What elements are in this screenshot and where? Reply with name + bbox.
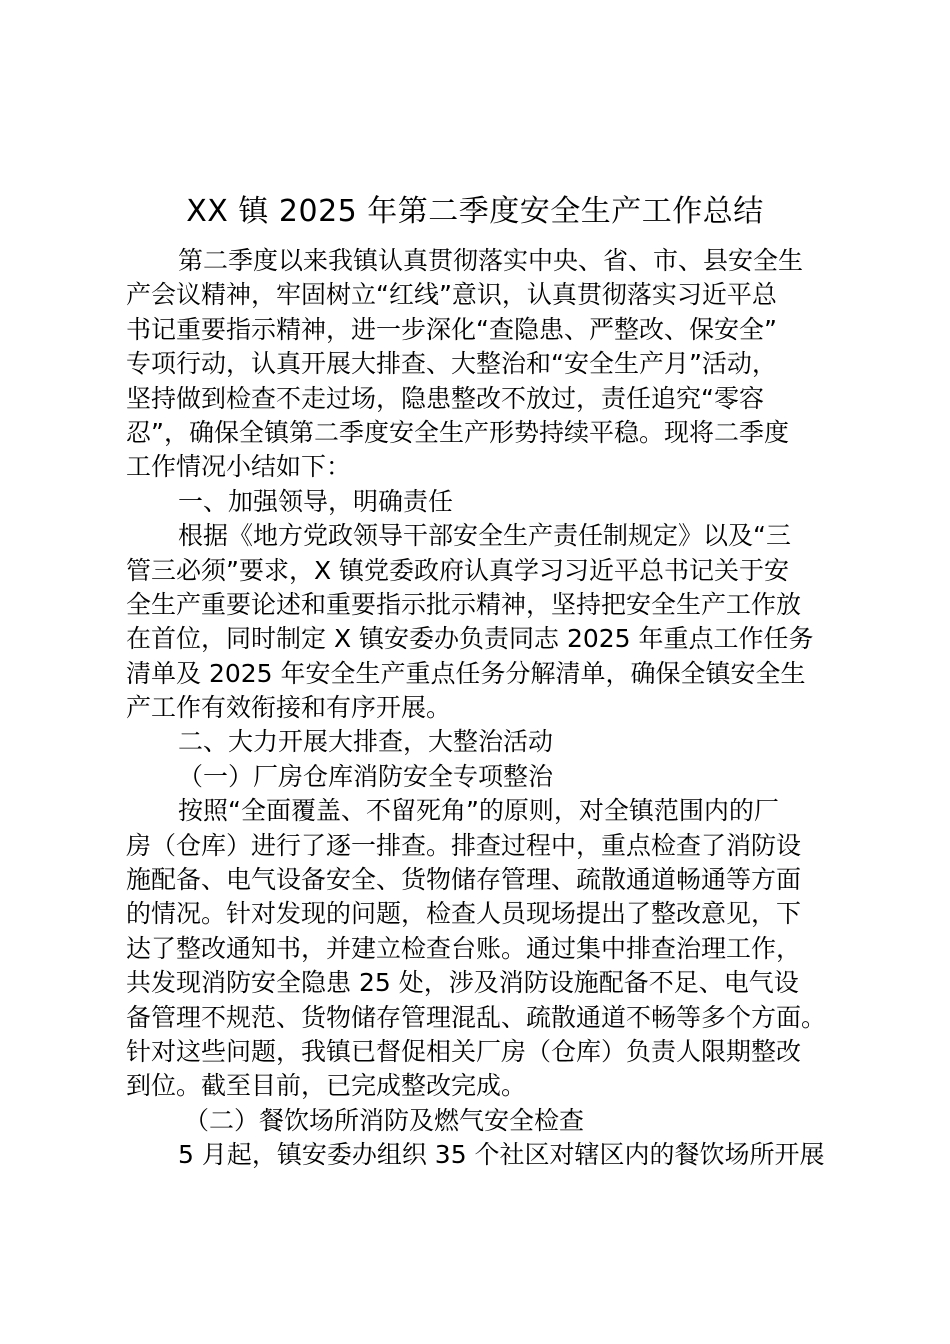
text-line: 达了整改通知书，并建立检查台账。通过集中排查治理工作， bbox=[126, 933, 802, 963]
text-line: （一）厂房仓库消防安全专项整治 bbox=[178, 761, 554, 791]
text-line: 针对这些问题，我镇已督促相关厂房（仓库）负责人限期整改 bbox=[126, 1036, 802, 1066]
document-title: XX 镇 2025 年第二季度安全生产工作总结 bbox=[186, 194, 764, 229]
text-line: 第二季度以来我镇认真贯彻落实中央、省、市、县安全生 bbox=[178, 246, 804, 275]
text-line: 全生产重要论述和重要指示批示精神，坚持把安全生产工作放 bbox=[126, 589, 802, 619]
text-line: 共发现消防安全隐患 25 处，涉及消防设施配备不足、电气设 bbox=[126, 968, 799, 998]
text-line: 根据《地方党政领导干部安全生产责任制规定》以及“三 bbox=[178, 521, 791, 551]
text-line: 在首位，同时制定 X 镇安委办负责同志 2025 年重点工作任务 bbox=[126, 624, 814, 654]
text-line: 产工作有效衔接和有序开展。 bbox=[126, 693, 452, 723]
text-line: 专项行动，认真开展大排查、大整治和“安全生产月”活动， bbox=[126, 349, 777, 379]
text-line: 工作情况小结如下： bbox=[126, 452, 352, 482]
text-line: 5 月起，镇安委办组织 35 个社区对辖区内的餐饮场所开展 bbox=[178, 1140, 825, 1170]
text-line: 二、大力开展大排查，大整治活动 bbox=[178, 727, 554, 757]
text-line: 到位。截至目前，已完成整改完成。 bbox=[126, 1071, 527, 1101]
text-line: 管三必须”要求，X 镇党委政府认真学习习近平总书记关于安 bbox=[126, 555, 790, 585]
text-line: 施配备、电气设备安全、货物储存管理、疏散通道畅通等方面 bbox=[126, 865, 802, 895]
text-line: 房（仓库）进行了逐一排查。排查过程中，重点检查了消防设 bbox=[126, 830, 802, 860]
document-body bbox=[126, 244, 846, 1173]
text-line: 按照“全面覆盖、不留死角”的原则，对全镇范围内的厂 bbox=[178, 796, 779, 826]
text-line: 忍”，确保全镇第二季度安全生产形势持续平稳。现将二季度 bbox=[126, 417, 789, 447]
text-line: （二）餐饮场所消防及燃气安全检查 bbox=[184, 1105, 585, 1135]
text-line: 清单及 2025 年安全生产重点任务分解清单，确保全镇安全生 bbox=[126, 658, 806, 688]
text-line: 的情况。针对发现的问题，检查人员现场提出了整改意见，下 bbox=[126, 899, 802, 929]
text-line: 产会议精神，牢固树立“红线”意识，认真贯彻落实习近平总 bbox=[126, 280, 777, 310]
text-line: 一、加强领导，明确责任 bbox=[178, 486, 454, 516]
text-line: 坚持做到检查不走过场，隐患整改不放过，责任追究“零容 bbox=[126, 383, 764, 413]
text-line: 备管理不规范、货物储存管理混乱、疏散通道不畅等多个方面。 bbox=[126, 1002, 827, 1032]
text-line: 书记重要指示精神，进一步深化“查隐患、严整改、保安全” bbox=[126, 314, 777, 344]
